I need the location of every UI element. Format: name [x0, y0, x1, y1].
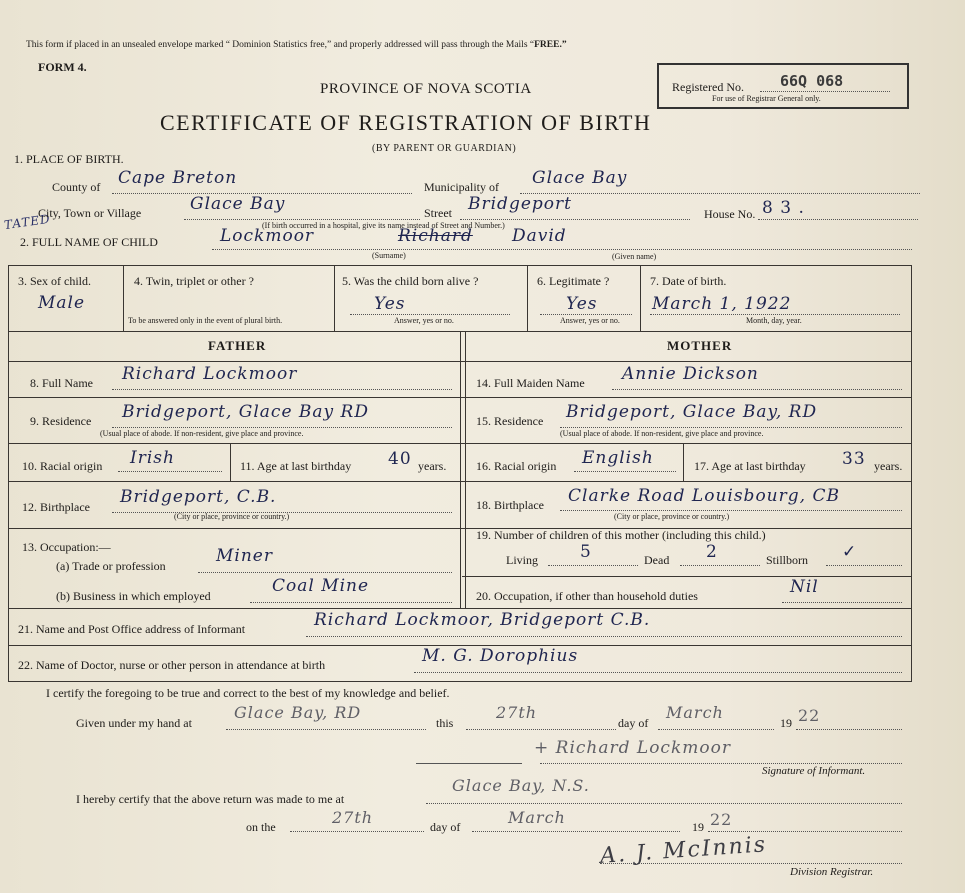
twin-label: 4. Twin, triplet or other ?	[134, 274, 254, 288]
child-name-label: 2. FULL NAME OF CHILD	[20, 235, 158, 249]
registrar-year-prefix: 19	[692, 820, 704, 834]
hospital-note: (If birth occurred in a hospital, give its name instead of Street and Number.)	[262, 221, 505, 230]
given-year-value: 22	[798, 706, 821, 725]
attendant-value: M. G. Dorophius	[422, 646, 579, 666]
mother-heading: MOTHER	[667, 338, 733, 353]
mother-occupation-value: Nil	[790, 577, 819, 597]
sex-label: 3. Sex of child.	[18, 274, 91, 288]
margin-stamp: TATED	[3, 211, 52, 233]
this-day-value: 27th	[496, 703, 538, 722]
mother-years-label: years.	[874, 459, 903, 473]
father-residence-label: 9. Residence	[30, 414, 92, 428]
house-value: 8 3 .	[762, 198, 805, 218]
municipality-label: Municipality of	[424, 180, 499, 194]
mother-residence-value: Bridgeport, Glace Bay, RD	[566, 402, 818, 422]
father-age-label: 11. Age at last birthday	[240, 459, 352, 473]
street-value: Bridgeport	[468, 194, 572, 214]
given-under-label: Given under my hand at	[76, 716, 192, 730]
informant-signature: + Richard Lockmoor	[534, 738, 731, 758]
registrar-day-value: 27th	[332, 808, 374, 827]
alive-label: 5. Was the child born alive ?	[342, 274, 479, 288]
father-age-value: 40	[388, 449, 412, 469]
father-name-value: Richard Lockmoor	[122, 364, 298, 384]
page-title: CERTIFICATE OF REGISTRATION OF BIRTH	[160, 110, 652, 135]
father-residence-caption: (Usual place of abode. If non-resident, give place and province.	[100, 429, 304, 438]
given-place-value: Glace Bay, RD	[234, 703, 362, 722]
place-of-birth-label: 1. PLACE OF BIRTH.	[14, 152, 124, 166]
mother-name-label: 14. Full Maiden Name	[476, 376, 585, 390]
dob-caption: Month, day, year.	[746, 316, 802, 325]
city-label: City, Town or Village	[38, 206, 142, 220]
twin-note: To be answered only in the event of plural birth.	[128, 316, 283, 325]
father-heading: FATHER	[208, 338, 267, 353]
registrar-statement: I hereby certify that the above return was made to me at	[76, 792, 345, 806]
father-business-label: (b) Business in which employed	[56, 589, 211, 603]
county-label: County of	[52, 180, 101, 194]
house-label: House No.	[704, 207, 756, 221]
province-heading: PROVINCE OF NOVA SCOTIA	[320, 81, 532, 97]
legitimate-label: 6. Legitimate ?	[537, 274, 610, 288]
mother-birthplace-value: Clarke Road Louisbourg, CB	[568, 486, 840, 506]
surname-caption: (Surname)	[372, 251, 406, 260]
mother-occupation-label: 20. Occupation, if other than household duties	[476, 589, 698, 603]
stillborn-value: ✓	[842, 542, 858, 562]
mother-children-label: 19. Number of children of this mother (including this child.)	[476, 528, 766, 542]
registrar-signature-caption: Division Registrar.	[790, 866, 874, 878]
mother-birthplace-label: 18. Birthplace	[476, 498, 544, 512]
mother-age-value: 33	[842, 449, 866, 469]
registrar-month-value: March	[508, 808, 566, 827]
dob-label: 7. Date of birth.	[650, 274, 727, 288]
father-business-value: Coal Mine	[272, 576, 370, 596]
alive-caption: Answer, yes or no.	[394, 316, 454, 325]
registrar-place-value: Glace Bay, N.S.	[452, 776, 590, 795]
street-label: Street	[424, 206, 452, 220]
legitimate-caption: Answer, yes or no.	[560, 316, 620, 325]
father-occupation-label: 13. Occupation:—	[22, 540, 111, 554]
mother-age-label: 17. Age at last birthday	[694, 459, 806, 473]
this-label: this	[436, 716, 454, 730]
stillborn-label: Stillborn	[766, 553, 809, 567]
informant-label: 21. Name and Post Office address of Informant	[18, 622, 246, 636]
given-month-value: March	[666, 703, 724, 722]
father-years-label: years.	[418, 459, 447, 473]
legitimate-value: Yes	[566, 294, 598, 314]
father-name-label: 8. Full Name	[30, 376, 93, 390]
mother-birthplace-caption: (City or place, province or country.)	[614, 512, 730, 521]
registrar-day-of-label: day of	[430, 820, 461, 834]
registered-number: 66Q 068	[780, 72, 844, 90]
father-birthplace-value: Bridgeport, C.B.	[120, 487, 277, 507]
dead-label: Dead	[644, 553, 670, 567]
registrar-year-value: 22	[710, 810, 733, 829]
alive-value: Yes	[374, 294, 406, 314]
father-racial-label: 10. Racial origin	[22, 459, 103, 473]
father-birthplace-label: 12. Birthplace	[22, 500, 90, 514]
mother-racial-label: 16. Racial origin	[476, 459, 557, 473]
child-surname-value: Lockmoor	[220, 226, 315, 246]
mother-residence-label: 15. Residence	[476, 414, 544, 428]
form-number: FORM 4.	[38, 60, 87, 74]
father-racial-value: Irish	[130, 448, 175, 468]
sex-value: Male	[38, 293, 86, 313]
child-struck-name: Richard	[398, 226, 473, 246]
father-trade-value: Miner	[216, 546, 273, 566]
certify-statement: I certify the foregoing to be true and correct to the best of my knowledge and belief.	[46, 686, 450, 700]
child-given-value: David	[512, 226, 567, 246]
father-birthplace-caption: (City or place, province or country.)	[174, 512, 290, 521]
father-residence-value: Bridgeport, Glace Bay RD	[122, 402, 369, 422]
given-caption: (Given name)	[612, 252, 657, 261]
living-label: Living	[506, 553, 538, 567]
county-value: Cape Breton	[118, 168, 238, 188]
registrar-note: For use of Registrar General only.	[712, 94, 821, 103]
attendant-label: 22. Name of Doctor, nurse or other person in attendance at birth	[18, 658, 326, 672]
day-of-label: day of	[618, 716, 649, 730]
father-trade-label: (a) Trade or profession	[56, 559, 166, 573]
municipality-value: Glace Bay	[532, 168, 628, 188]
mother-residence-caption: (Usual place of abode. If non-resident, give place and province.	[560, 429, 764, 438]
mother-racial-value: English	[582, 448, 654, 468]
mother-name-value: Annie Dickson	[622, 364, 759, 384]
dead-value: 2	[706, 542, 718, 562]
mail-notice: This form if placed in an unsealed envelope marked “ Dominion Statistics free,” and properly addressed will pass through the Mails “FREE.”	[26, 40, 567, 50]
registrar-on-the-label: on the	[246, 820, 276, 834]
informant-value: Richard Lockmoor, Bridgeport C.B.	[314, 610, 651, 630]
registered-label: Registered No.	[672, 80, 744, 94]
dob-value: March 1, 1922	[652, 294, 792, 314]
informant-signature-caption: Signature of Informant.	[762, 765, 866, 777]
city-value: Glace Bay	[190, 194, 286, 214]
page-subtitle: (BY PARENT OR GUARDIAN)	[372, 143, 517, 154]
registrar-signature: A. J. McInnis	[599, 832, 768, 869]
given-year-prefix: 19	[780, 716, 792, 730]
living-value: 5	[580, 542, 592, 562]
